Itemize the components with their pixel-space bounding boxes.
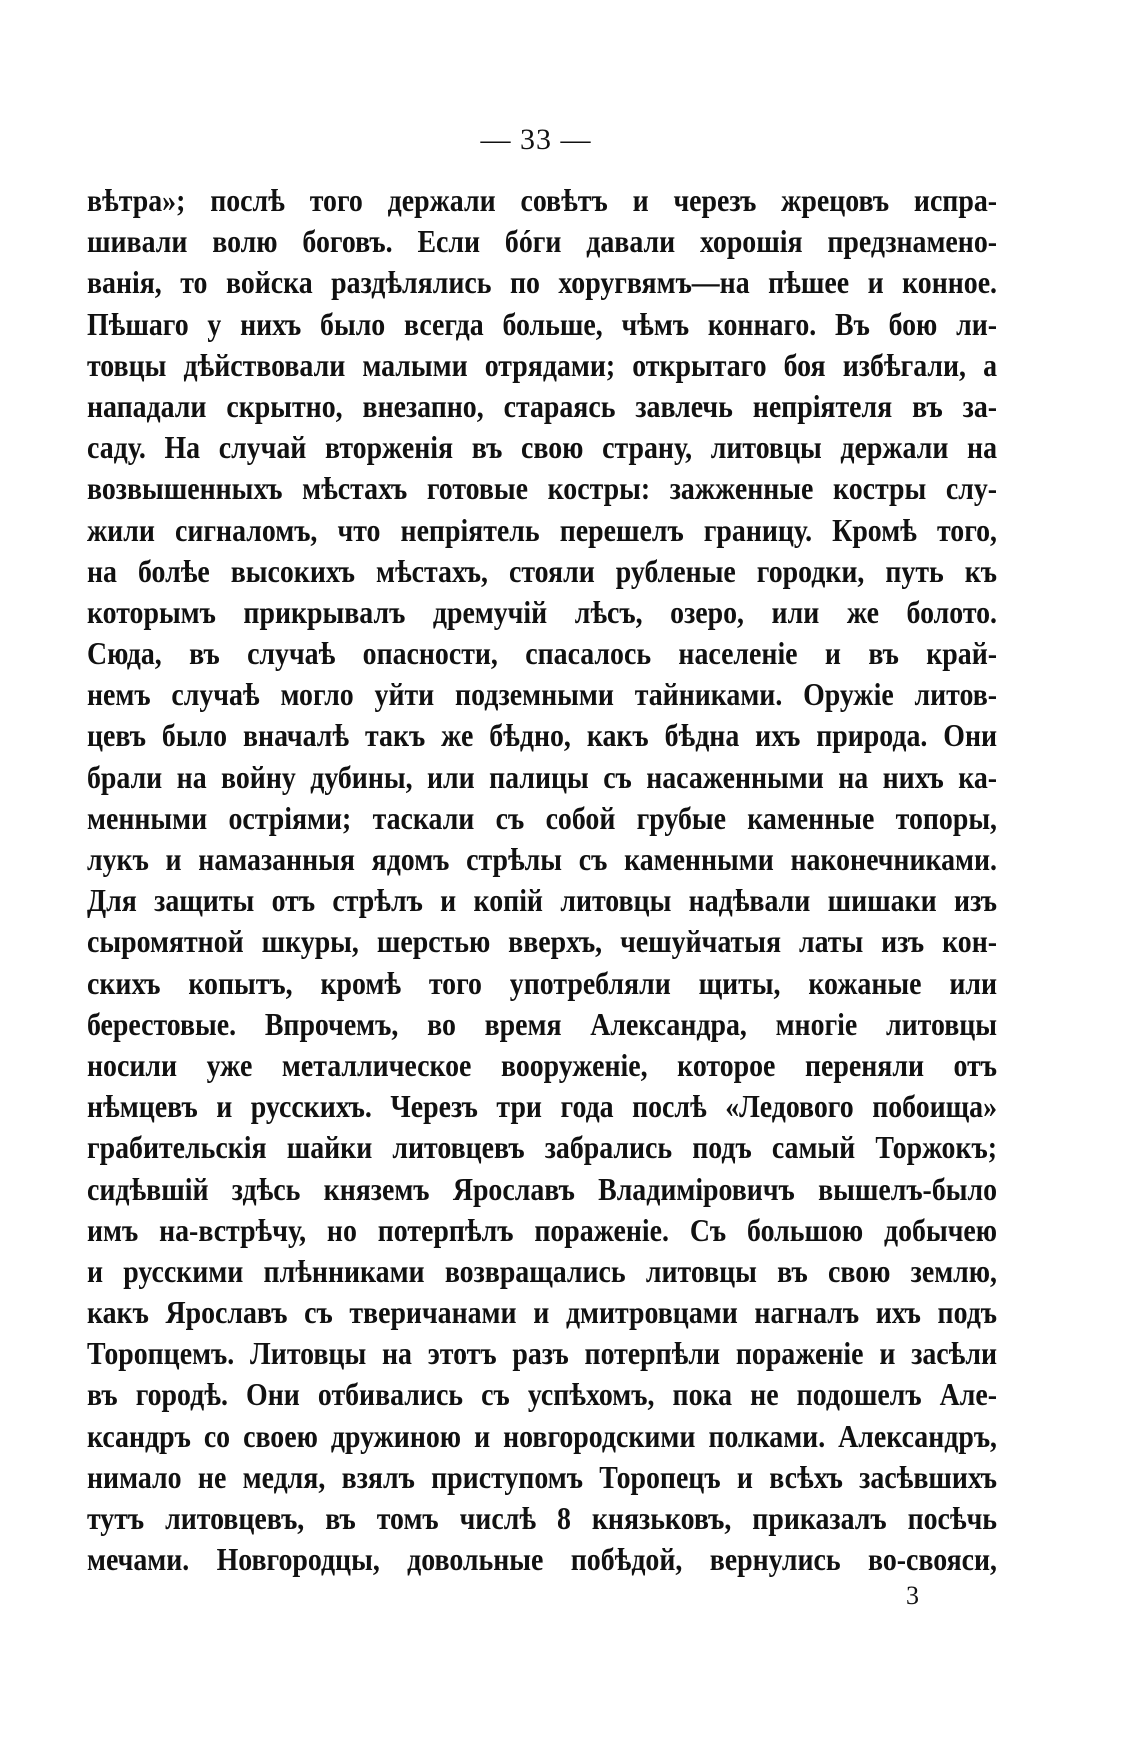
text-line: нимало не медля, взялъ приступомъ Торопецъ и всѣхъ засѣвшихъ <box>87 1458 998 1495</box>
page-number: — 33 — <box>480 123 592 156</box>
text-line: въ городѣ. Они отбивались съ успѣхомъ, пока не подошелъ Але- <box>87 1376 998 1413</box>
text-line: берестовые. Впрочемъ, во время Александра, многіе литовцы <box>87 1005 998 1042</box>
text-line: нѣмцевъ и русскихъ. Черезъ три года послѣ «Ледового побоища» <box>87 1088 998 1125</box>
text-line: Торопцемъ. Литовцы на этотъ разъ потерпѣли пораженіе и засѣли <box>87 1335 998 1372</box>
text-line: менными остріями; таскали съ собой грубые каменные топоры, <box>87 799 998 836</box>
text-line: Для защиты отъ стрѣлъ и копій литовцы надѣвали шишаки изъ <box>87 882 998 919</box>
text-line: и русскими плѣнниками возвращались литовцы въ свою землю, <box>87 1252 998 1289</box>
text-line: ванія, то войска раздѣлялись по хоругвямъ—на пѣшее и конное. <box>87 264 998 301</box>
text-line: какъ Ярославъ съ тверичанами и дмитровцами нагналъ ихъ подъ <box>87 1294 998 1331</box>
text-line: жили сигналомъ, что непріятель перешелъ границу. Кромѣ того, <box>87 511 998 548</box>
text-line: Пѣшаго у нихъ было всегда больше, чѣмъ коннаго. Въ бою ли- <box>87 305 998 342</box>
text-line: мечами. Новгородцы, довольные побѣдой, вернулись во-свояси, <box>87 1541 998 1578</box>
signature-mark: 3 <box>906 1581 919 1610</box>
text-line: цевъ было вначалѣ такъ же бѣдно, какъ бѣдна ихъ природа. Они <box>87 717 998 754</box>
text-line: нападали скрытно, внезапно, стараясь завлечь непріятеля въ за- <box>87 387 998 424</box>
text-line: немъ случаѣ могло уйти подземными тайниками. Оружіе литов- <box>87 676 998 713</box>
text-line: возвышенныхъ мѣстахъ готовые костры: зажженные костры слу- <box>87 470 998 507</box>
text-line: носили уже металлическое вооруженіе, которое переняли отъ <box>87 1046 998 1083</box>
text-line: брали на войну дубины, или палицы съ насаженными на нихъ ка- <box>87 758 998 795</box>
text-line: тутъ литовцевъ, въ томъ числѣ 8 князьковъ, приказалъ посѣчь <box>87 1500 998 1536</box>
text-line: скихъ копытъ, кромѣ того употребляли щиты, кожаные или <box>87 964 998 1001</box>
body-text <box>87 180 997 1580</box>
text-line: Сюда, въ случаѣ опасности, спасалось населеніе и въ край- <box>87 635 998 672</box>
text-line: товцы дѣйствовали малыми отрядами; открытаго боя избѣгали, а <box>87 346 998 383</box>
text-line: вѣтра»; послѣ того держали совѣтъ и черезъ жрецовъ испра- <box>87 182 998 218</box>
text-line: сыромятной шкуры, шерстью вверхъ, чешуйчатыя латы изъ кон- <box>87 923 998 960</box>
text-line: на болѣе высокихъ мѣстахъ, стояли рубленые городки, путь къ <box>87 552 998 589</box>
text-line: ксандръ со своею дружиною и новгородскими полками. Александръ, <box>87 1417 998 1454</box>
text-line: саду. На случай вторженія въ свою страну, литовцы держали на <box>87 429 998 466</box>
text-line: лукъ и намазанныя ядомъ стрѣлы съ каменными наконечниками. <box>87 841 998 877</box>
text-line: грабительскія шайки литовцевъ забрались подъ самый Торжокъ; <box>87 1129 998 1166</box>
text-line: шивали волю боговъ. Если бóги давали хорошія предзнамено- <box>87 223 998 260</box>
text-line: имъ на-встрѣчу, но потерпѣлъ пораженіе. Съ большою добычею <box>87 1211 998 1248</box>
text-line: сидѣвшій здѣсь княземъ Ярославъ Владиміровичъ вышелъ-было <box>87 1170 998 1207</box>
text-line: которымъ прикрывалъ дремучій лѣсъ, озеро, или же болото. <box>87 593 998 630</box>
